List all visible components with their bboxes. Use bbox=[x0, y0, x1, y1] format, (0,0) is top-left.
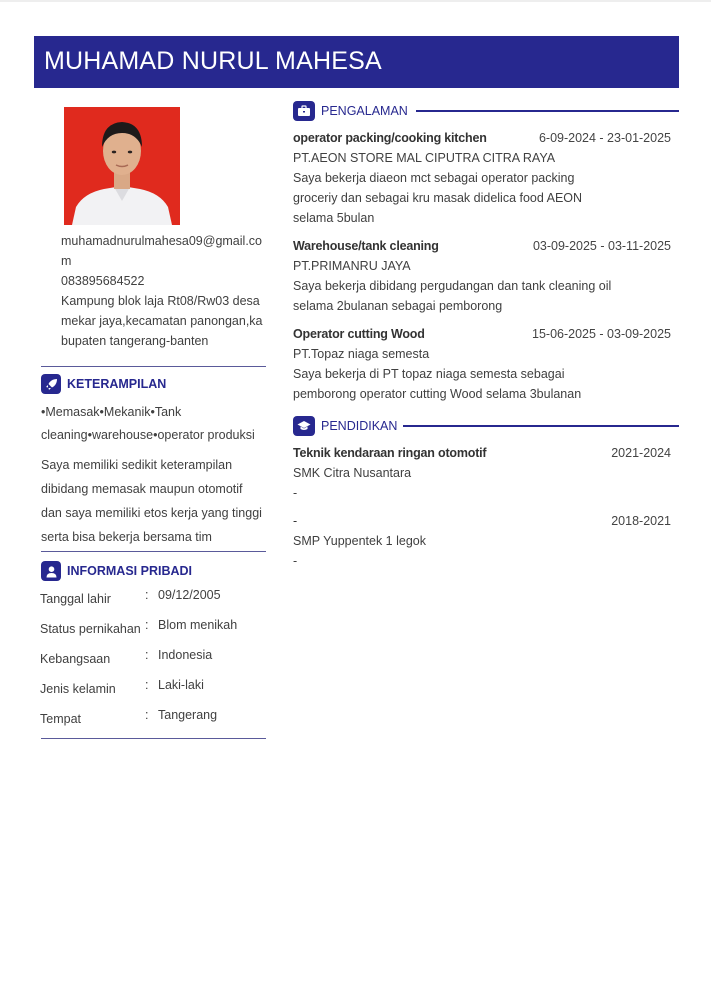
info-label: Kebangsaan bbox=[40, 652, 111, 666]
skills-list-line-2: cleaning•warehouse•operator produksi bbox=[41, 428, 255, 442]
skills-description bbox=[41, 453, 269, 549]
info-colon: : bbox=[145, 618, 149, 632]
education-school: SMK Citra Nusantara bbox=[293, 466, 412, 480]
job-dates: 03-09-2025 - 03-11-2025 bbox=[532, 239, 671, 253]
rocket-icon bbox=[41, 374, 61, 394]
info-colon: : bbox=[145, 708, 149, 722]
education-dates: 2018-2021 bbox=[611, 514, 671, 528]
address-line-3: bupaten tangerang-banten bbox=[61, 334, 209, 348]
job-role: Operator cutting Wood bbox=[293, 327, 425, 341]
job-company: PT.AEON STORE MAL CIPUTRA CITRA RAYA bbox=[293, 151, 556, 165]
info-row-nationality bbox=[40, 648, 280, 668]
job-role: operator packing/cooking kitchen bbox=[293, 131, 487, 145]
experience-entry-1-body bbox=[293, 148, 603, 228]
education-major: - bbox=[293, 514, 297, 528]
job-desc-line: Saya bekerja dibidang pergudangan dan tank cleaning oil bbox=[293, 279, 612, 293]
personal-info-title: INFORMASI PRIBADI bbox=[67, 564, 192, 578]
job-desc-line: selama 2bulanan sebagai pemborong bbox=[293, 299, 503, 313]
experience-entry-2-body bbox=[293, 256, 623, 316]
skills-title: KETERAMPILAN bbox=[67, 377, 167, 391]
profile-photo bbox=[64, 107, 180, 225]
info-value: Tangerang bbox=[158, 708, 218, 722]
education-title: PENDIDIKAN bbox=[321, 419, 398, 433]
top-border bbox=[0, 0, 711, 2]
divider bbox=[41, 738, 266, 739]
personal-info-heading bbox=[41, 561, 192, 581]
name-header bbox=[34, 36, 679, 88]
skills-desc-line-2: dibidang memasak maupun otomotif bbox=[41, 482, 243, 496]
info-colon: : bbox=[145, 588, 149, 602]
info-row-marital bbox=[40, 618, 280, 638]
education-school: SMP Yuppentek 1 legok bbox=[293, 534, 426, 548]
divider bbox=[41, 551, 266, 552]
education-major: Teknik kendaraan ringan otomotif bbox=[293, 446, 487, 460]
job-desc-line: pemborong operator cutting Wood selama 3bulanan bbox=[293, 387, 582, 401]
job-dates: 15-06-2025 - 03-09-2025 bbox=[532, 327, 671, 341]
info-label: Jenis kelamin bbox=[40, 682, 116, 696]
job-role: Warehouse/tank cleaning bbox=[293, 239, 439, 253]
info-colon: : bbox=[145, 648, 149, 662]
skills-desc-line-1: Saya memiliki sedikit keterampilan bbox=[41, 458, 233, 472]
skills-desc-line-4: serta bisa bekerja bersama tim bbox=[41, 530, 212, 544]
skills-heading bbox=[41, 374, 166, 394]
briefcase-icon bbox=[293, 101, 315, 121]
info-colon: : bbox=[145, 678, 149, 692]
info-label: Tempat bbox=[40, 712, 81, 726]
education-entry-1-body bbox=[293, 463, 593, 503]
address-line-1: Kampung blok laja Rt08/Rw03 desa bbox=[61, 294, 260, 308]
experience-rule bbox=[416, 110, 679, 112]
education-note: - bbox=[293, 554, 298, 568]
job-desc-line: selama 5bulan bbox=[293, 211, 375, 225]
graduation-cap-icon bbox=[293, 416, 315, 436]
candidate-name: MUHAMAD NURUL MAHESA bbox=[44, 47, 382, 75]
info-row-gender bbox=[40, 678, 280, 698]
job-desc-line: Saya bekerja di PT topaz niaga semesta sebagai bbox=[293, 367, 565, 381]
info-value: Indonesia bbox=[158, 648, 213, 662]
skills-list-line-1: •Memasak•Mekanik•Tank bbox=[41, 405, 182, 419]
skills-desc-line-3: dan saya memiliki etos kerja yang tinggi bbox=[41, 506, 262, 520]
address-line-2: mekar jaya,kecamatan panongan,ka bbox=[61, 314, 263, 328]
job-company: PT.PRIMANRU JAYA bbox=[293, 259, 411, 273]
info-label: Tanggal lahir bbox=[40, 592, 111, 606]
experience-title: PENGALAMAN bbox=[321, 104, 408, 118]
phone-number: 083895684522 bbox=[61, 274, 145, 288]
divider bbox=[41, 366, 266, 367]
job-desc-line: Saya bekerja diaeon mct sebagai operator packing bbox=[293, 171, 575, 185]
education-rule bbox=[403, 425, 679, 427]
info-label: Status pernikahan bbox=[40, 622, 141, 636]
email-line-1: muhamadnurulmahesa09@gmail.co bbox=[61, 234, 262, 248]
education-note: - bbox=[293, 486, 298, 500]
job-desc-line: groceriy dan sebagai kru masak didelica food AEON bbox=[293, 191, 583, 205]
job-dates: 6-09-2024 - 23-01-2025 bbox=[538, 131, 671, 145]
experience-heading bbox=[293, 101, 408, 121]
experience-entry-3-body bbox=[293, 344, 613, 404]
info-value: Blom menikah bbox=[158, 618, 238, 632]
education-dates: 2021-2024 bbox=[611, 446, 671, 460]
education-heading bbox=[293, 416, 397, 436]
education-entry-2-body bbox=[293, 531, 593, 571]
contact-info bbox=[61, 231, 269, 351]
skills-list bbox=[41, 401, 266, 447]
job-company: PT.Topaz niaga semesta bbox=[293, 347, 430, 361]
email-line-2: m bbox=[61, 254, 72, 268]
user-icon bbox=[41, 561, 61, 581]
info-row-place bbox=[40, 708, 280, 728]
info-row-birthdate bbox=[40, 588, 280, 608]
info-value: 09/12/2005 bbox=[158, 588, 221, 602]
info-value: Laki-laki bbox=[158, 678, 204, 692]
